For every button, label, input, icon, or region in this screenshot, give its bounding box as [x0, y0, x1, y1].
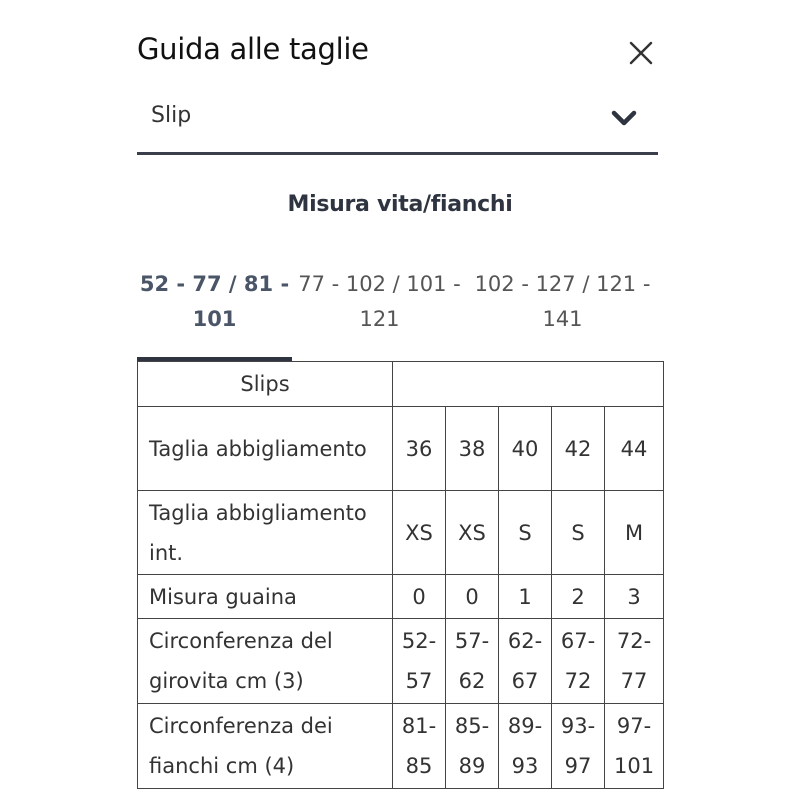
table-cell: 0	[446, 575, 499, 619]
product-type-select[interactable]	[137, 92, 658, 155]
table-cell: 38	[446, 407, 499, 491]
section-title: Misura vita/fianchi	[287, 192, 513, 217]
table-cell: 42	[552, 407, 605, 491]
close-icon	[626, 38, 656, 68]
table-cell: 72-77	[605, 619, 664, 704]
tab-label-line-1: 77 - 102 / 101 -	[298, 272, 461, 296]
row-label: Circonferenza del girovita cm (3)	[138, 619, 393, 704]
table-header-label: Slips	[138, 362, 393, 407]
table-cell: S	[499, 491, 552, 575]
tab-label-line-1: 102 - 127 / 121 -	[474, 272, 651, 296]
table-cell: 2	[552, 575, 605, 619]
table-row	[138, 491, 664, 575]
tab-label-line-1: 52 - 77 / 81 -	[139, 272, 290, 296]
table-cell: M	[605, 491, 664, 575]
size-range-tabs	[137, 267, 658, 361]
table-cell: 1	[499, 575, 552, 619]
size-table	[137, 361, 664, 789]
row-label: Taglia abbigliamento int.	[138, 491, 393, 575]
table-cell: 36	[393, 407, 446, 491]
table-row	[138, 619, 664, 704]
table-cell: 97-101	[605, 704, 664, 789]
table-cell: 0	[393, 575, 446, 619]
table-cell: 57-62	[446, 619, 499, 704]
table-row	[138, 575, 664, 619]
table-cell: 81-85	[393, 704, 446, 789]
row-label: Misura guaina	[138, 575, 393, 619]
table-cell: 89-93	[499, 704, 552, 789]
table-header-empty	[393, 362, 664, 407]
table-cell: 3	[605, 575, 664, 619]
table-row	[138, 407, 664, 491]
table-cell: 67-72	[552, 619, 605, 704]
page-title: Guida alle taglie	[137, 32, 369, 66]
row-label: Circonferenza dei fianchi cm (4)	[138, 704, 393, 789]
table-cell: XS	[446, 491, 499, 575]
tab-size-range-2[interactable]	[297, 267, 462, 337]
close-button[interactable]	[626, 38, 656, 68]
table-cell: 44	[605, 407, 664, 491]
product-type-select-value: Slip	[151, 103, 192, 128]
tab-size-range-1[interactable]	[137, 267, 292, 337]
tab-size-range-3[interactable]	[467, 267, 658, 337]
table-cell: 93-97	[552, 704, 605, 789]
table-cell: XS	[393, 491, 446, 575]
table-cell: S	[552, 491, 605, 575]
table-cell: 62-67	[499, 619, 552, 704]
row-label: Taglia abbigliamento	[138, 407, 393, 491]
tab-label-line-2: 101	[192, 307, 237, 331]
chevron-down-icon	[610, 108, 638, 128]
table-header-row	[138, 362, 664, 407]
tab-label-line-2: 141	[542, 307, 583, 331]
tab-label-line-2: 121	[359, 307, 400, 331]
table-cell: 52-57	[393, 619, 446, 704]
table-cell: 40	[499, 407, 552, 491]
table-cell: 85-89	[446, 704, 499, 789]
table-row	[138, 704, 664, 789]
